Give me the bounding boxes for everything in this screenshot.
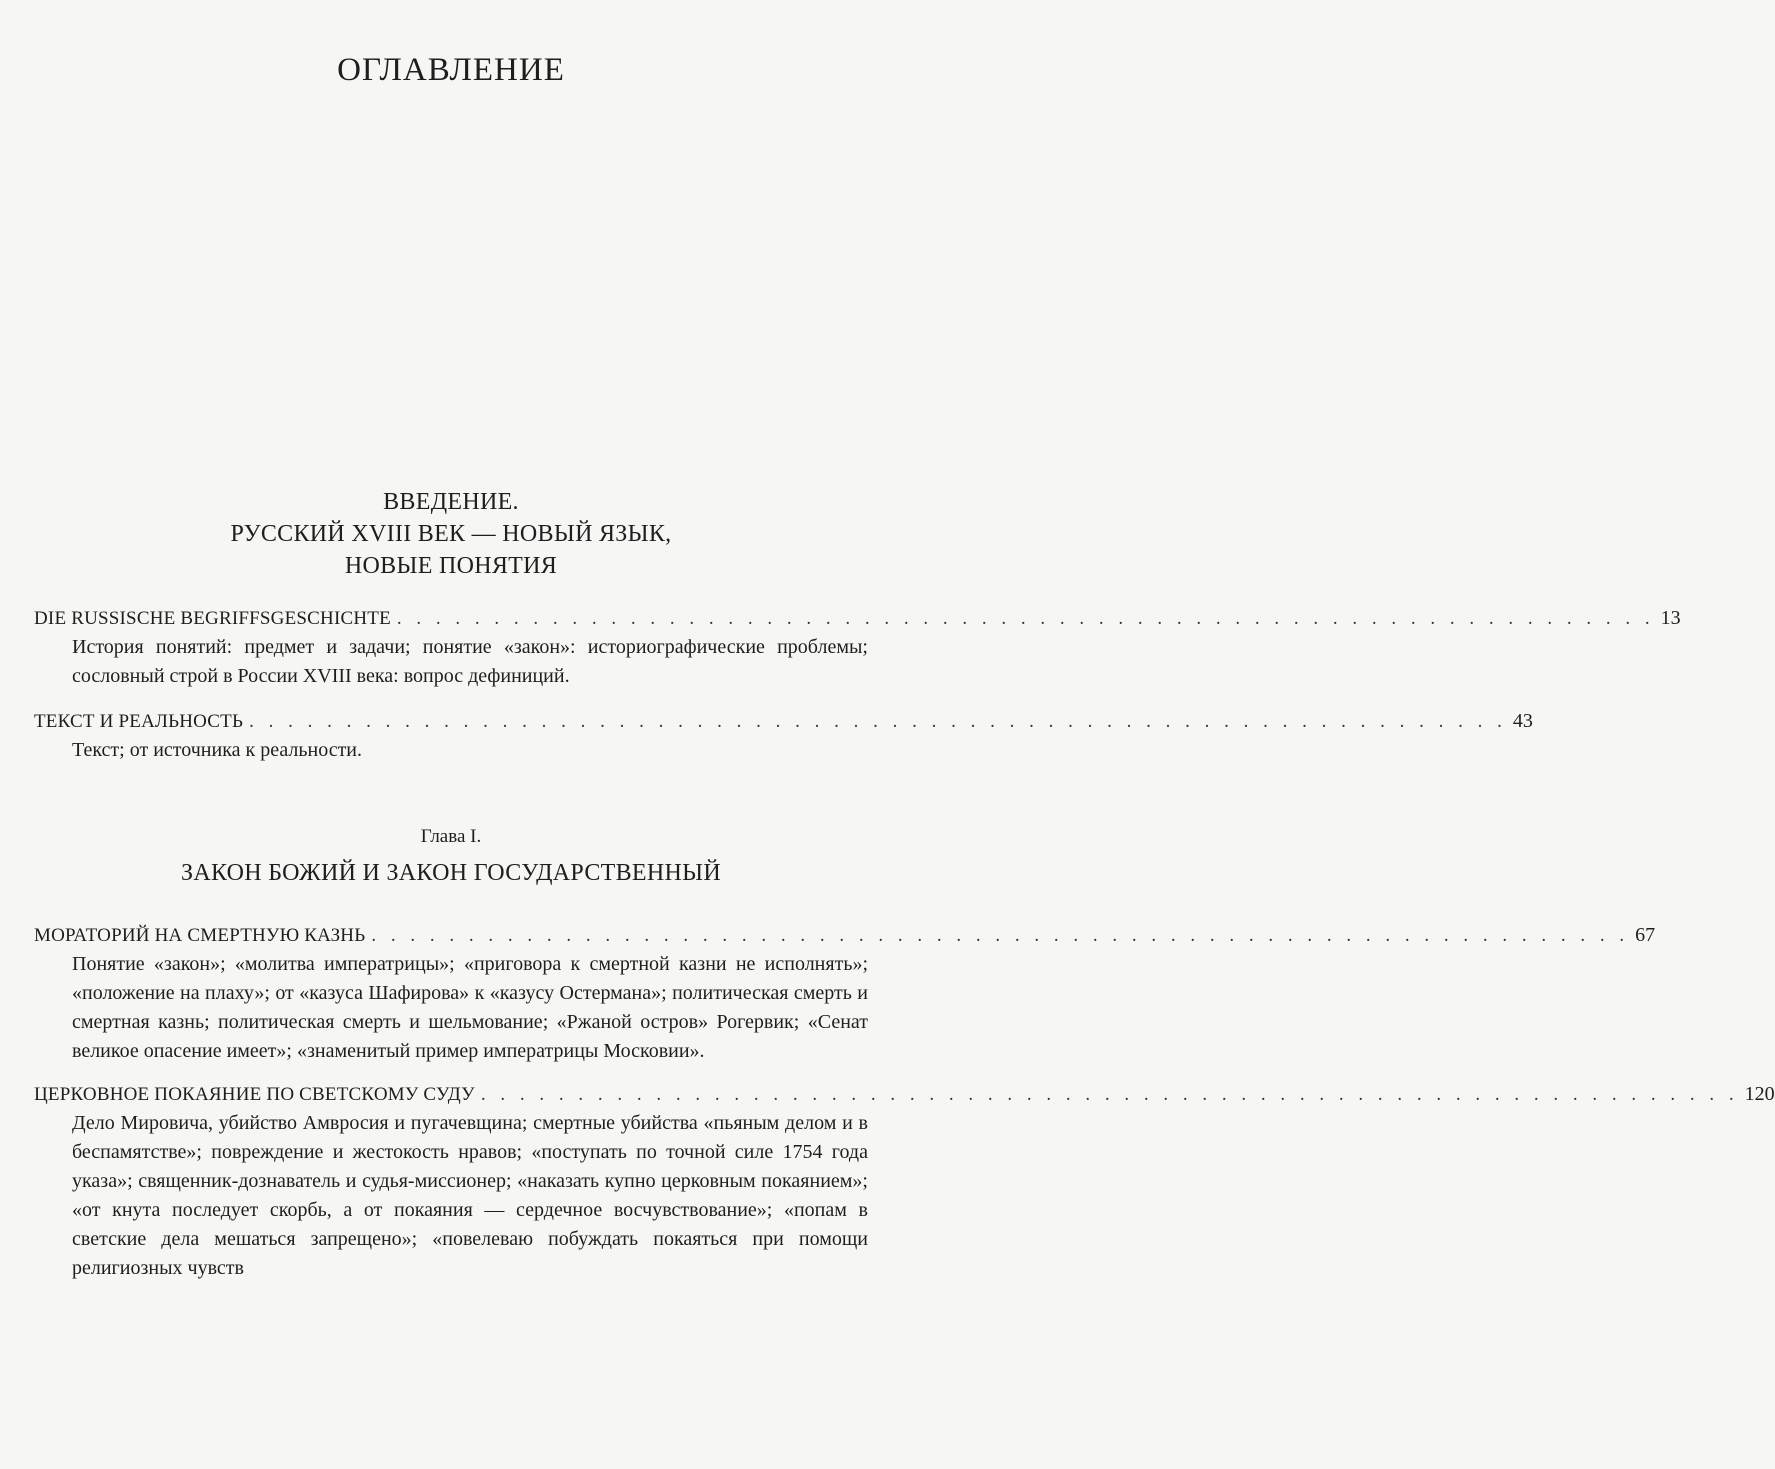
toc-title: ОГЛАВЛЕНИЕ <box>337 52 565 88</box>
leader-dots: . . . . . . . . . . . . . . . . . . . . . . . . . . . . . . . . . . . . . . . . . . . . . . . . . . . . . . . . . . . . . . . . . <box>371 925 1630 946</box>
toc-entry-page: 67 <box>1635 924 1656 946</box>
toc-entry[interactable] <box>34 604 1681 691</box>
toc-entry-page: 120 <box>1744 1083 1775 1105</box>
toc-entry-title: DIE RUSSISCHE BEGRIFFSGESCHICHTE <box>34 608 391 629</box>
leader-dots: . . . . . . . . . . . . . . . . . . . . . . . . . . . . . . . . . . . . . . . . . . . . . . . . . . . . . . . . . . . . . . . . . <box>249 711 1507 732</box>
toc-entry[interactable] <box>34 921 1656 1066</box>
toc-entry-title: МОРАТОРИЙ НА СМЕРТНУЮ КАЗНЬ <box>34 925 366 946</box>
toc-entry-description: История понятий: предмет и задачи; понятие «закон»: историографические проблемы; сословный строй в России XVIII века: вопрос дефиниций. <box>72 636 868 687</box>
chapter-title: ЗАКОН БОЖИЙ И ЗАКОН ГОСУДАРСТВЕННЫЙ <box>181 860 721 886</box>
leader-dots: . . . . . . . . . . . . . . . . . . . . . . . . . . . . . . . . . . . . . . . . . . . . . . . . . . . . . . . . . . . . . . . . . <box>396 608 1655 629</box>
toc-entry-title: ТЕКСТ И РЕАЛЬНОСТЬ <box>34 711 244 732</box>
intro-heading-line: РУССКИЙ XVIII ВЕК — НОВЫЙ ЯЗЫК, <box>230 521 672 547</box>
leader-dots: . . . . . . . . . . . . . . . . . . . . . . . . . . . . . . . . . . . . . . . . . . . . . . . . . . . . . . . . . . . . . . . . . <box>480 1084 1739 1105</box>
toc-entry-description: Текст; от источника к реальности. <box>72 739 363 761</box>
intro-heading-line: НОВЫЕ ПОНЯТИЯ <box>344 553 558 579</box>
intro-heading <box>34 486 868 582</box>
toc-entry[interactable] <box>34 1080 1775 1283</box>
toc-entry-description: Дело Мировича, убийство Амвросия и пугачевщина; смертные убийства «пьяным делом и в беспамятстве»; повреждение и жестокость нравов; «поступать по точной силе 1754 года указа»; священник-дознаватель и судья-миссионер; «наказать купно церковным покаянием»; «от кнута последует скорбь, а от покаяния — сердечное восчувствование»; «попам в светские дела мешаться запрещено»; «повелеваю побуждать покаяться при помощи религиозных чувств <box>72 1112 868 1279</box>
toc-entry-page: 43 <box>1512 710 1533 732</box>
table-of-contents <box>34 48 1775 1283</box>
intro-heading-line: ВВЕДЕНИЕ. <box>383 489 519 515</box>
chapter-label: Глава I. <box>420 826 482 847</box>
toc-entry-page: 13 <box>1660 607 1681 629</box>
toc-entry-description: Понятие «закон»; «молитва императрицы»; «приговора к смертной казни не исполнять»; «положение на плаху»; от «казуса Шафирова» к «казусу Остермана»; политическая смерть и смертная казнь; политическая смерть и шельмование; «Ржаной остров» Рогервик; «Сенат великое опасение имеет»; «знаменитый пример императрицы Московии». <box>72 953 868 1062</box>
toc-entry-title: ЦЕРКОВНОЕ ПОКАЯНИЕ ПО СВЕТСКОМУ СУДУ <box>34 1084 475 1105</box>
toc-entry[interactable] <box>34 707 1533 765</box>
